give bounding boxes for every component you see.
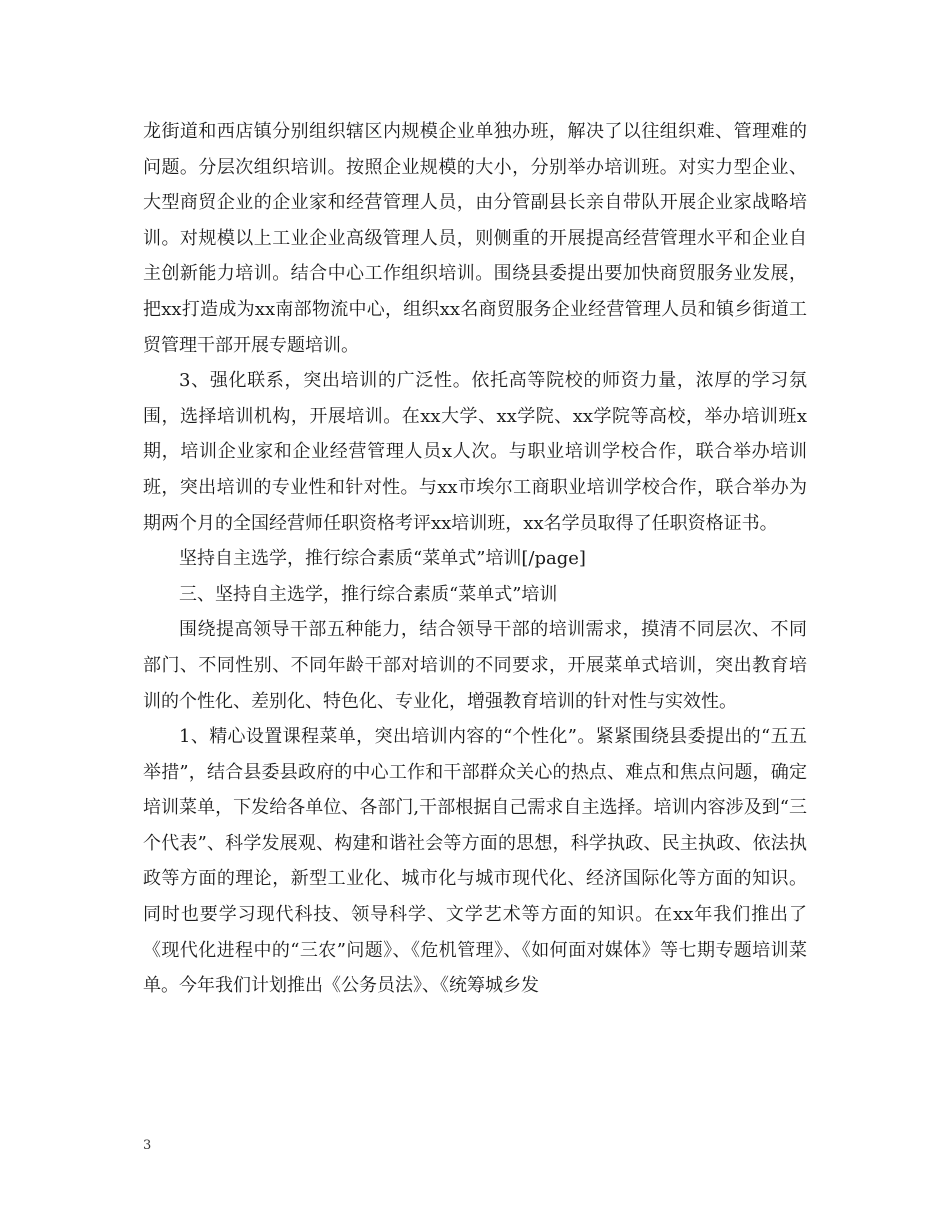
section-heading: 三、坚持自主选学，推行综合素质“菜单式”培训 [179, 583, 558, 605]
paragraph-1: 龙街道和西店镇分别组织辖区内规模企业单独办班，解决了以往组织难、管理难的问题。分层次组织培训。按照企业规模的大小，分别举办培训班。对实力型企业、大型商贸企业的企业家和经营管理人员，由分管副县长亲自带队开展企业家战略培训。对规模以上工业企业高级管理人员，则侧重的开展提高经营管理水平和企业自主创新能力培训。结合中心工作组织培训。围绕县委提出要加快商贸服务业发展，把xx打造成为xx南部物流中心，组织xx名商贸服务企业经营管理人员和镇乡街道工贸管理干部开展专题培训。 [143, 121, 807, 356]
document-body [143, 114, 807, 1004]
paragraph-2: 3、强化联系，突出培训的广泛性。依托高等院校的师资力量，浓厚的学习氛围，选择培训机构，开展培训。在xx大学、xx学院、xx学院等高校，举办培训班x期，培训企业家和企业经营管理人员x人次。与职业培训学校合作，联合举办培训班，突出培训的专业性和针对性。与xx市埃尔工商职业培训学校合作，联合举办为期两个月的全国经营师任职资格考评xx培训班，xx名学员取得了任职资格证书。 [143, 370, 807, 534]
page-number: 3 [143, 1138, 152, 1153]
paragraph-3: 坚持自主选学，推行综合素质“菜单式”培训[/page] [179, 548, 586, 570]
paragraph-6: 1、精心设置课程菜单，突出培训内容的“个性化”。紧紧围绕县委提出的“五五举措”，结合县委县政府的中心工作和干部群众关心的热点、难点和焦点问题，确定培训菜单，下发给各单位、各部门,干部根据自己需求自主选择。培训内容涉及到“三个代表”、科学发展观、构建和谐社会等方面的思想，科学执政、民主执政、依法执政等方面的理论，新型工业化、城市化与城市现代化、经济国际化等方面的知识。同时也要学习现代科技、领导科学、文学艺术等方面的知识。在xx年我们推出了《现代化进程中的“三农”问题》、《危机管理》、《如何面对媒体》等七期专题培训菜单。今年我们计划推出《公务员法》、《统筹城乡发 [143, 726, 807, 997]
paragraph-5: 围绕提高领导干部五种能力，结合领导干部的培训需求，摸清不同层次、不同部门、不同性别、不同年龄干部对培训的不同要求，开展菜单式培训，突出教育培训的个性化、差别化、特色化、专业化，增强教育培训的针对性与实效性。 [143, 619, 807, 712]
